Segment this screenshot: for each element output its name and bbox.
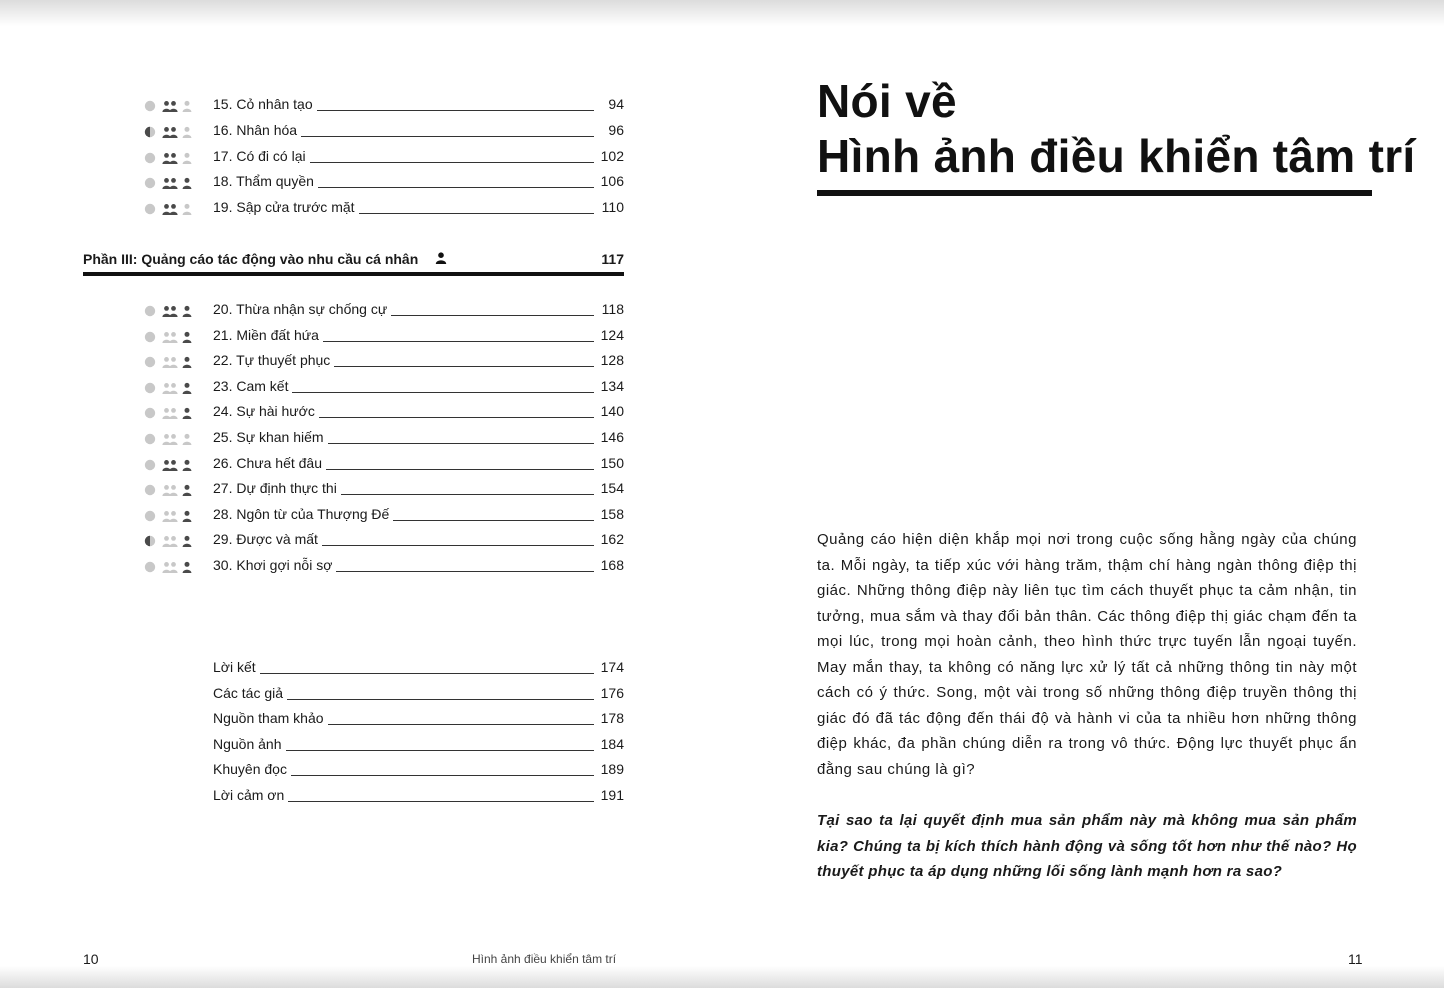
audience-icons (144, 304, 194, 316)
toc-entry[interactable] (140, 479, 624, 499)
half-circle-icon (144, 406, 156, 424)
half-circle-icon (144, 509, 156, 527)
group-icon (162, 330, 178, 348)
part-three-page: 117 (601, 251, 624, 267)
question-paragraph: Tại sao ta lại quyết định mua sản phẩm này mà không mua sản phẩm kia? Chúng ta bị kích thích hành động và sống tốt hơn như thế nào? Họ thuyết phục ta áp dụng những lối sống lành mạnh hơn ra sao? (817, 812, 1357, 880)
toc-entry-page: 154 (600, 480, 624, 497)
toc-entry[interactable] (140, 709, 624, 729)
part-three-rule (83, 272, 624, 276)
toc-entry-label: 21. Miền đất hứa (213, 327, 323, 343)
toc-entry-page: 178 (600, 710, 624, 727)
person-icon (435, 251, 447, 269)
toc-entry[interactable] (140, 684, 624, 704)
toc-entry-label: 17. Có đi có lại (213, 148, 310, 164)
toc-entry-label: 22. Tự thuyết phục (213, 352, 334, 368)
toc-entry[interactable] (140, 735, 624, 755)
toc-entry-label: 29. Được và mất (213, 531, 322, 547)
leader-line (213, 673, 594, 674)
person-icon (182, 99, 192, 117)
toc-entry-page: 168 (600, 557, 624, 573)
toc-entry-page: 118 (601, 301, 624, 317)
toc-entry[interactable] (140, 760, 624, 780)
half-circle-icon (144, 151, 156, 169)
part-three-title: Phần III: Quảng cáo tác động vào nhu cầu cá nhân (83, 251, 419, 267)
group-icon (162, 483, 178, 501)
audience-icons (144, 406, 194, 418)
audience-icons (144, 381, 194, 393)
toc-entry-label: 30. Khơi gợi nỗi sợ (213, 557, 336, 573)
person-icon (182, 534, 192, 552)
toc-entry-page: 124 (600, 326, 624, 343)
group-icon (162, 202, 178, 220)
toc-entry[interactable] (140, 402, 624, 422)
audience-icons (144, 202, 194, 214)
toc-entry-label: Nguồn tham khảo (213, 710, 328, 726)
toc-entry-label: 20. Thừa nhận sự chống cự (213, 301, 391, 317)
toc-entry-page: 162 (600, 531, 624, 548)
toc-entry-label: 23. Cam kết (213, 378, 292, 394)
toc-entry[interactable] (140, 658, 624, 678)
group-icon (162, 151, 178, 169)
toc-entry[interactable] (140, 300, 624, 320)
toc-entry-page: 184 (600, 735, 624, 752)
half-circle-icon (144, 355, 156, 373)
toc-entry-label: 18. Thẩm quyền (213, 173, 318, 189)
toc-entry-page: 128 (600, 352, 624, 369)
toc-entry[interactable] (140, 377, 624, 397)
toc-entry-label: 28. Ngôn từ của Thượng Đế (213, 506, 393, 522)
toc-entry-page: 96 (608, 121, 624, 138)
audience-icons (144, 458, 194, 470)
group-icon (162, 304, 178, 322)
toc-entry-label: 16. Nhân hóa (213, 122, 301, 138)
toc-entry-page: 110 (601, 199, 624, 215)
audience-icons (144, 560, 194, 572)
toc-entry-label: 19. Sập cửa trước mặt (213, 199, 359, 215)
toc-entry[interactable] (140, 505, 624, 525)
half-circle-icon (144, 330, 156, 348)
toc-entry-label: 26. Chưa hết đâu (213, 455, 326, 471)
heading-line-2: Hình ảnh điều khiển tâm trí (817, 130, 1416, 182)
group-icon (162, 381, 178, 399)
part-three-header (83, 249, 624, 277)
toc-entry-label: 27. Dự định thực thi (213, 480, 341, 496)
toc-entry-page: 189 (600, 761, 624, 778)
toc-entry-label: Nguồn ảnh (213, 736, 286, 752)
group-icon (162, 406, 178, 424)
toc-entry-page: 140 (600, 403, 624, 420)
top-shadow (0, 0, 1444, 26)
person-icon (182, 202, 192, 220)
toc-entry-label: Các tác giả (213, 685, 287, 701)
bottom-shadow (0, 966, 1444, 988)
half-circle-icon (144, 176, 156, 194)
audience-icons (144, 99, 194, 111)
half-circle-icon (144, 202, 156, 220)
group-icon (162, 560, 178, 578)
half-circle-icon (144, 304, 156, 322)
half-circle-icon (144, 534, 156, 552)
audience-icons (144, 509, 194, 521)
toc-entry-page: 106 (600, 173, 624, 190)
person-icon (182, 458, 192, 476)
group-icon (162, 432, 178, 450)
toc-entry-page: 102 (600, 147, 624, 164)
toc-entry[interactable] (140, 454, 624, 474)
toc-entry-page: 191 (600, 787, 624, 803)
toc-entry[interactable] (140, 147, 624, 167)
person-icon (182, 125, 192, 143)
toc-entry[interactable] (140, 172, 624, 192)
audience-icons (144, 432, 194, 444)
person-icon (182, 355, 192, 373)
toc-entry-label: Khuyên đọc (213, 761, 291, 777)
toc-entry[interactable] (140, 121, 624, 141)
group-icon (162, 99, 178, 117)
toc-entry[interactable] (140, 351, 624, 371)
toc-entry[interactable] (140, 428, 624, 448)
person-icon (182, 176, 192, 194)
toc-entry-page: 176 (600, 684, 624, 701)
toc-entry-page: 158 (600, 505, 624, 522)
heading-line-1: Nói về (817, 75, 957, 127)
toc-entry[interactable] (140, 556, 624, 576)
group-icon (162, 458, 178, 476)
half-circle-icon (144, 560, 156, 578)
toc-entry[interactable] (140, 786, 624, 806)
half-circle-icon (144, 125, 156, 143)
audience-icons (144, 176, 194, 188)
person-icon (182, 560, 192, 578)
half-circle-icon (144, 458, 156, 476)
toc-entry[interactable] (140, 530, 624, 550)
group-icon (162, 355, 178, 373)
toc-entry-label: 25. Sự khan hiếm (213, 429, 328, 445)
audience-icons (144, 355, 194, 367)
chapter-heading (817, 74, 1416, 184)
half-circle-icon (144, 99, 156, 117)
toc-entry-page: 150 (600, 454, 624, 471)
audience-icons (144, 483, 194, 495)
intro-paragraph: Quảng cáo hiện diện khắp mọi nơi trong cuộc sống hằng ngày của chúng ta. Mỗi ngày, ta tiếp xúc với hàng trăm, thậm chí hàng ngàn thông điệp thị giác. Những thông điệp này liên tục tìm cách thuyết phục ta cảm nhận, tin tưởng, mua sắm và thay đổi bản thân. Các thông điệp thị giác chạm đến ta mọi lúc, trong mọi hoàn cảnh, theo hình thức trực tuyến lẫn ngoại tuyến. May mắn thay, ta không có năng lực xử lý tất cả những thông tin này một cách có ý thức. Song, một vài trong số những thông điệp truyền thông thị giác đó đã tác động đến thái độ và hành vi của ta nhiều hơn những thông điệp khác, đa phần chúng diễn ra trong vô thức. Động lực thuyết phục ẩn đằng sau chúng là gì? (817, 531, 1357, 778)
group-icon (162, 509, 178, 527)
half-circle-icon (144, 381, 156, 399)
person-icon (182, 432, 192, 450)
toc-entry-label: Lời kết (213, 659, 260, 675)
toc-entry[interactable] (140, 95, 624, 115)
toc-entry-label: 24. Sự hài hước (213, 403, 319, 419)
half-circle-icon (144, 483, 156, 501)
person-icon (182, 483, 192, 501)
group-icon (162, 176, 178, 194)
toc-entry[interactable] (140, 326, 624, 346)
toc-entry-label: Lời cảm ơn (213, 787, 288, 803)
group-icon (162, 534, 178, 552)
toc-entry-page: 174 (600, 659, 624, 675)
person-icon (182, 406, 192, 424)
toc-entry-label: 15. Cỏ nhân tạo (213, 96, 317, 112)
toc-entry[interactable] (140, 198, 624, 218)
audience-icons (144, 330, 194, 342)
right-page-number: 11 (1348, 951, 1363, 967)
group-icon (162, 125, 178, 143)
half-circle-icon (144, 432, 156, 450)
running-title: Hình ảnh điều khiển tâm trí (472, 952, 617, 966)
left-page-number: 10 (83, 951, 99, 967)
audience-icons (144, 125, 194, 137)
toc-entry-page: 146 (600, 429, 624, 445)
audience-icons (144, 151, 194, 163)
toc-entry-page: 134 (600, 377, 624, 394)
person-icon (182, 330, 192, 348)
person-icon (182, 151, 192, 169)
person-icon (182, 304, 192, 322)
person-icon (182, 381, 192, 399)
heading-rule (817, 190, 1372, 196)
audience-icons (144, 534, 194, 546)
person-icon (182, 509, 192, 527)
toc-entry-page: 94 (608, 96, 624, 112)
